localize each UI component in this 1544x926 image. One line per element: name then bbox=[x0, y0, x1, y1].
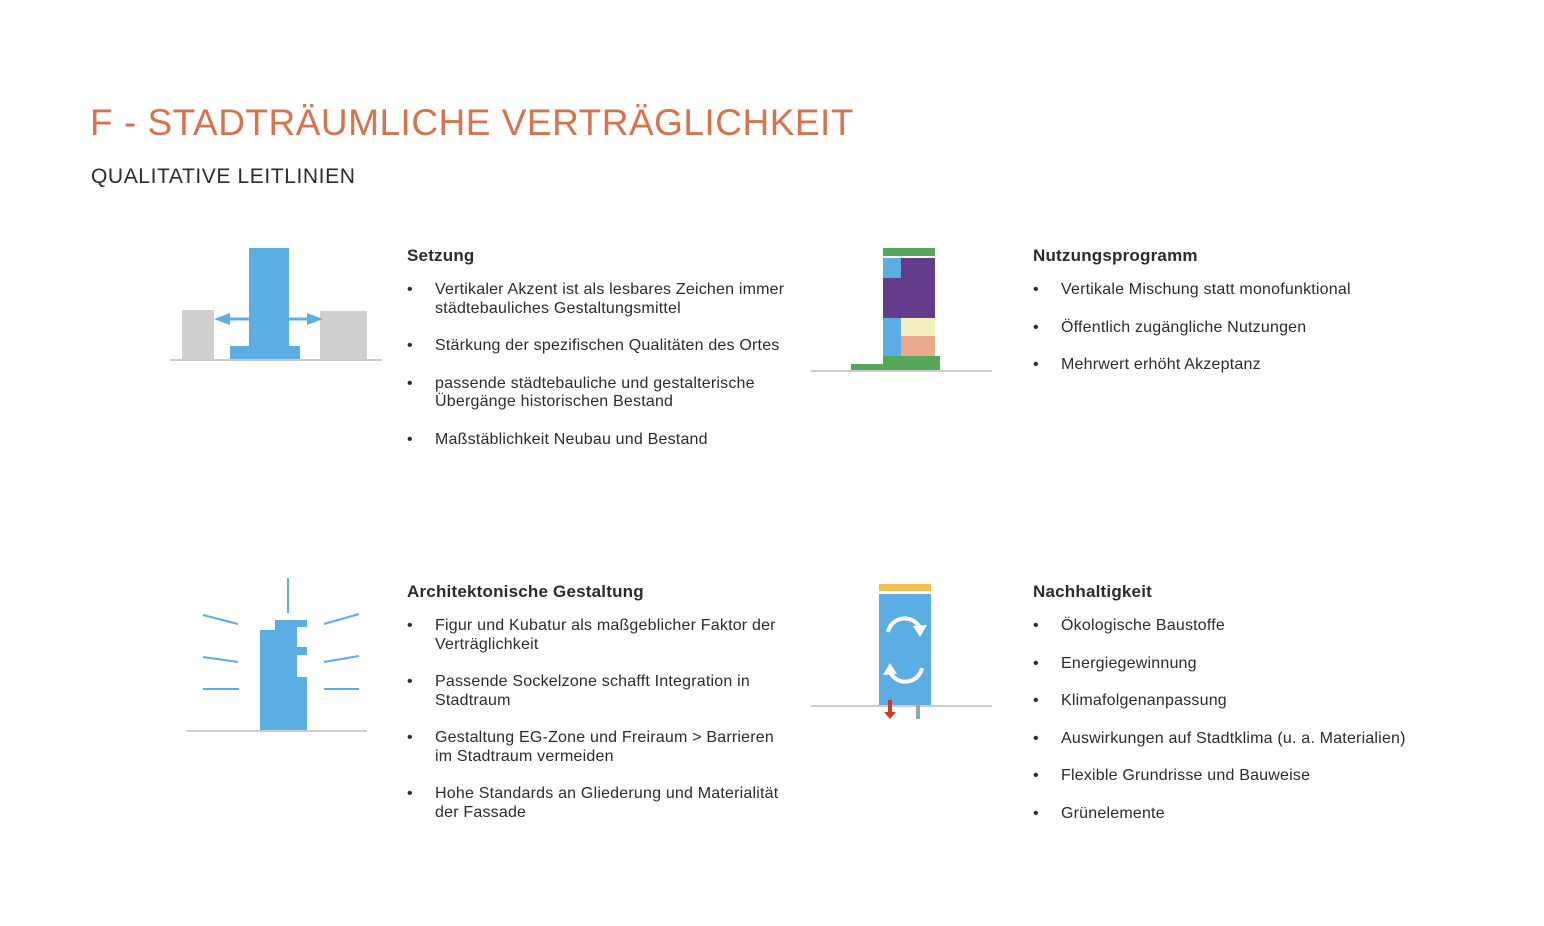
list-item: • Öffentlich zugängliche Nutzungen bbox=[1033, 319, 1544, 338]
bullet-list bbox=[407, 281, 787, 449]
list-item: • Energiegewinnung bbox=[1033, 655, 1544, 674]
bullet-list bbox=[1033, 281, 1544, 375]
list-item: • Vertikaler Akzent ist als lesbares Zeichen immer städtebauliches Gestaltungsmittel bbox=[407, 281, 787, 318]
section-architektonische-gestaltung bbox=[407, 580, 787, 841]
list-item: • Auswirkungen auf Stadtklima (u. a. Materialien) bbox=[1033, 730, 1544, 749]
list-item: • Mehrwert erhöht Akzeptanz bbox=[1033, 356, 1544, 375]
radiating-tower-icon bbox=[183, 575, 373, 737]
bullet-list bbox=[407, 617, 787, 822]
vertical-accent-icon bbox=[168, 245, 386, 365]
section-nutzungsprogramm bbox=[1033, 244, 1544, 394]
list-item: • Figur und Kubatur als maßgeblicher Faktor der Verträglichkeit bbox=[407, 617, 787, 654]
list-item: • Flexible Grundrisse und Bauweise bbox=[1033, 767, 1544, 786]
section-setzung bbox=[407, 244, 787, 468]
list-item: • Vertikale Mischung statt monofunktional bbox=[1033, 281, 1544, 300]
section-heading: Architektonische Gestaltung bbox=[407, 582, 644, 601]
bullet-list bbox=[1033, 617, 1544, 823]
list-item: • Ökologische Baustoffe bbox=[1033, 617, 1544, 636]
section-heading: Setzung bbox=[407, 246, 475, 265]
list-item: • passende städtebauliche und gestalterische Übergänge historischen Bestand bbox=[407, 375, 787, 412]
list-item: • Passende Sockelzone schafft Integration in Stadtraum bbox=[407, 673, 787, 710]
section-nachhaltigkeit bbox=[1033, 580, 1544, 842]
list-item: • Grünelemente bbox=[1033, 805, 1544, 824]
list-item: • Hohe Standards an Gliederung und Materialität der Fassade bbox=[407, 785, 787, 822]
list-item: • Stärkung der spezifischen Qualitäten des Ortes bbox=[407, 337, 787, 356]
mixed-use-tower-icon bbox=[808, 245, 998, 377]
section-heading: Nutzungsprogramm bbox=[1033, 246, 1198, 265]
recycling-tower-icon bbox=[808, 580, 998, 725]
list-item: • Maßstäblichkeit Neubau und Bestand bbox=[407, 431, 787, 450]
list-item: • Gestaltung EG-Zone und Freiraum > Barrieren im Stadtraum vermeiden bbox=[407, 729, 787, 766]
list-item: • Klimafolgenanpassung bbox=[1033, 692, 1544, 711]
page-title: F - STADTRÄUMLICHE VERTRÄGLICHKEIT bbox=[90, 102, 854, 143]
page-subtitle: QUALITATIVE LEITLINIEN bbox=[91, 165, 356, 188]
section-heading: Nachhaltigkeit bbox=[1033, 582, 1152, 601]
